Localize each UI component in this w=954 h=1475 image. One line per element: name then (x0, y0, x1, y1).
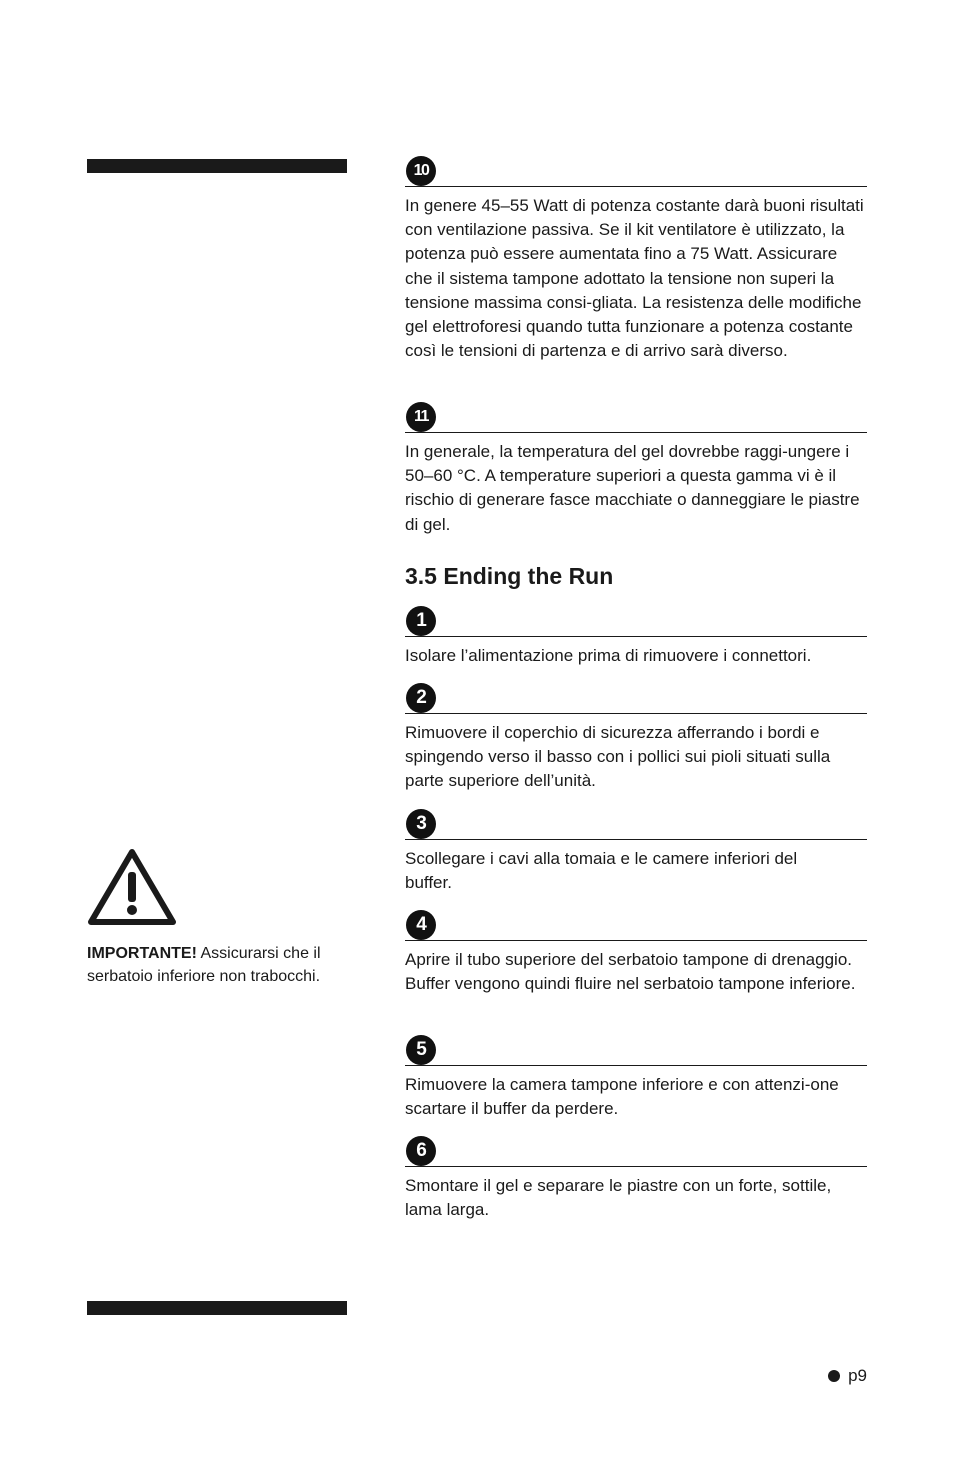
step-5 (405, 1035, 867, 1121)
step-text: Scollegare i cavi alla tomaia e le camere inferiori del buffer. (405, 849, 798, 893)
important-note (87, 942, 327, 988)
step-10 (405, 156, 867, 363)
step-text: Smontare il gel e separare le piastre con un forte, sottile, lama larga. (405, 1176, 832, 1220)
step-text: In generale, la temperatura del gel dovrebbe raggi-ungere i 50–60 °C. A temperature superiori a questa gamma vi è il rischio di generare fasce macchiate o danneggiare le piastre di gel. (405, 442, 860, 534)
step-text: Rimuovere la camera tampone inferiore e con attenzi-one scartare il buffer da perdere. (405, 1075, 839, 1119)
step-number-badge: 6 (406, 1136, 436, 1166)
section-title: 3.5 Ending the Run (405, 563, 614, 589)
step-number-badge: 4 (406, 910, 436, 940)
step-4 (405, 910, 867, 996)
step-number-badge: 11 (406, 402, 436, 432)
step-11 (405, 402, 867, 537)
step-number-badge: 1 (406, 606, 436, 636)
warning-triangle-icon (87, 848, 177, 926)
note-text: Assicurarsi che il serbatoio inferiore non trabocchi. (87, 945, 321, 985)
step-text: Aprire il tubo superiore del serbatoio tampone di drenaggio. Buffer vengono quindi fluire nel serbatoio tampone inferiore. (405, 950, 856, 994)
step-1 (405, 606, 867, 668)
step-number-badge: 5 (406, 1035, 436, 1065)
step-text: In genere 45–55 Watt di potenza costante darà buoni risultati con ventilazione passiva. Se il kit ventilatore è utilizzato, la potenza può essere aumentata fino a 75 Watt. Assicurare che il sistema tampone adottato la tensione non superi la tensione massima consi-gliata. La resistenza delle modifiche gel elettroforesi quando tutta funzionare a potenza costante così le tensioni di partenza e di arrivo sarà diverso. (405, 196, 864, 361)
bullet-dot-icon (828, 1370, 840, 1382)
note-label: IMPORTANTE! (87, 945, 197, 962)
step-number-badge: 10 (406, 156, 436, 186)
page-number-label: p9 (848, 1366, 867, 1385)
step-text: Rimuovere il coperchio di sicurezza afferrando i bordi e spingendo verso il basso con i pollici sui pioli situati sulla parte superiore dell’unità. (405, 723, 831, 791)
step-text: Isolare l’alimentazione prima di rimuovere i connettori. (405, 646, 812, 665)
top-rule-bar (87, 159, 347, 173)
step-number-badge: 3 (406, 809, 436, 839)
page-number (828, 1366, 867, 1386)
step-number-badge: 2 (406, 683, 436, 713)
step-3 (405, 809, 867, 895)
bottom-rule-bar (87, 1301, 347, 1315)
step-6 (405, 1136, 867, 1222)
step-2 (405, 683, 867, 794)
